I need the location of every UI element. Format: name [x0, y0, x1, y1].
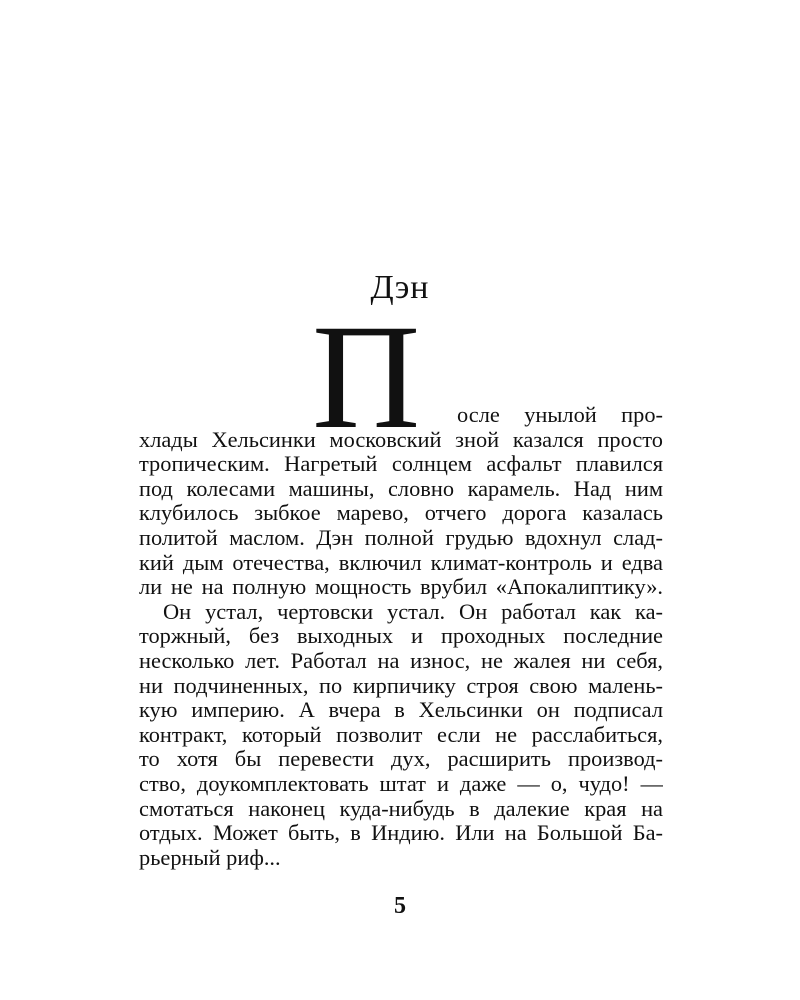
text-line: ли не на полную мощность врубил «Апокалиптику».: [139, 575, 663, 600]
text-line: торжный, без выходных и проходных последние: [139, 624, 663, 649]
text-line: Он устал, чертовски устал. Он работал как ка-: [163, 599, 663, 624]
text-line: под колесами машины, словно карамель. Над ним: [139, 476, 663, 501]
text-line: осле унылой про-: [457, 403, 663, 427]
text-line: хлады Хельсинки московский зной казался просто: [139, 427, 663, 452]
text-line: контракт, который позволит если не расслабиться,: [139, 722, 663, 747]
page-number: 5: [394, 893, 406, 919]
text-line: клубилось зыбкое марево, отчего дорога казалась: [139, 501, 663, 526]
drop-cap: П: [312, 294, 421, 460]
text-line: отдых. Может быть, в Индию. Или на Большой Ба-: [139, 821, 663, 846]
text-line: смотаться наконец куда-нибудь в далекие края на: [139, 796, 663, 821]
text-line: ство, доукомплектовать штат и даже — о, чудо! —: [139, 771, 663, 796]
text-line: тропическим. Нагретый солнцем асфальт плавился: [139, 452, 663, 477]
text-line: ни подчиненных, по кирпичику строя свою малень-: [139, 673, 663, 698]
text-line: кую империю. А вчера в Хельсинки он подписал: [139, 698, 663, 723]
text-line: несколько лет. Работал на износ, не жалея ни себя,: [139, 648, 663, 673]
chapter-title: Дэн: [370, 269, 430, 306]
body-text: [139, 403, 663, 870]
text-line: кий дым отечества, включил климат-контроль и едва: [139, 550, 663, 575]
text-line: политой маслом. Дэн полной грудью вдохнул слад-: [139, 525, 663, 550]
text-line: рьерный риф...: [139, 845, 281, 870]
text-line: то хотя бы перевести дух, расширить производ-: [139, 747, 663, 772]
